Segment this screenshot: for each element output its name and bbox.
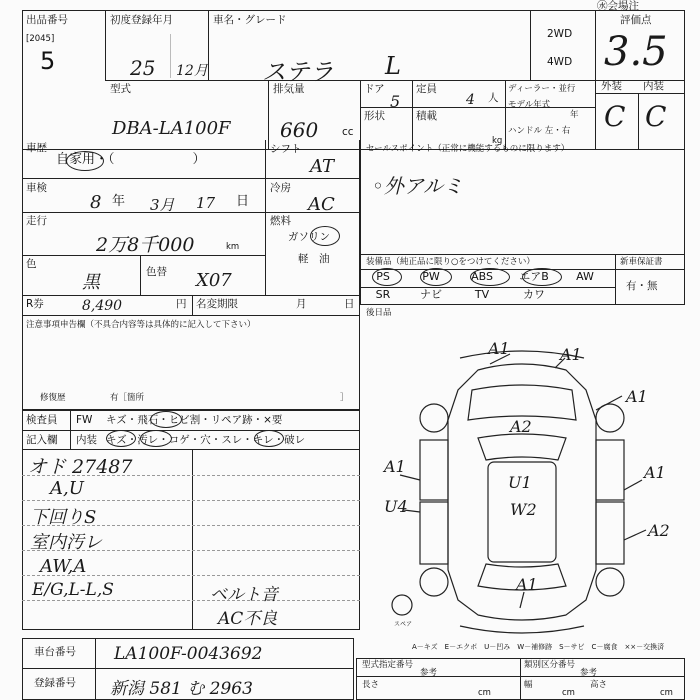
mark-roof-1: U1 (508, 473, 532, 492)
color-change-label: 色替 (146, 266, 167, 278)
rear-bumper (460, 626, 584, 633)
car-left-front-door (420, 440, 448, 500)
fw-chip-circle (150, 411, 182, 428)
height-label: 高さ (590, 680, 608, 690)
equipment-leather: カワ (523, 288, 545, 301)
interior-dirt-circle (140, 430, 172, 447)
load-label: 積載 (416, 110, 437, 122)
car-right-rear-door (596, 502, 624, 564)
mileage-unit: km (226, 242, 240, 252)
equipment-airbag: エアB (519, 270, 549, 283)
equipment-aw: AW (576, 270, 594, 283)
ref-label-1: 参考 (420, 668, 438, 678)
height-unit: cm (660, 688, 673, 698)
displacement-value: 660 (280, 118, 319, 142)
score-value: 3.5 (604, 29, 668, 75)
color-code: X07 (196, 270, 232, 291)
recycle-unit: 円 (176, 298, 187, 310)
equipment-ps: PS (376, 270, 390, 283)
car-windshield (478, 434, 566, 460)
selling-points-value: ◦外アルミ (372, 174, 463, 198)
first-reg-label: 初度登録年月 (110, 14, 173, 26)
equipment-airbag-circle (522, 268, 562, 286)
equipment-abs-circle (470, 268, 510, 286)
car-name-label: 車名・グレード (213, 14, 287, 26)
displacement-label: 排気量 (273, 83, 305, 95)
equipment-tv: TV (474, 288, 490, 301)
size-label-1: 型式指定番号 (362, 660, 414, 670)
width-label: 幅 (524, 680, 533, 690)
handle-label: ハンドル 左・右 (508, 126, 571, 136)
history-value: 自家用・（ ） (56, 152, 206, 167)
repair-value: 有［箇所 (110, 393, 145, 403)
inspection-month: 3月 (150, 196, 175, 214)
lot-number: 5 (40, 47, 56, 75)
fuel-label: 燃料 (270, 215, 291, 227)
name-change-month: 月 (296, 298, 307, 310)
type-value: DBA-LA100F (112, 118, 231, 139)
chassis-label: 車台番号 (34, 646, 76, 658)
selling-points-label: セールスポイント（正常に機能するものに限ります） (366, 144, 570, 154)
equipment-pw-circle (420, 268, 452, 286)
interior-scratch-circle (106, 430, 136, 447)
equipment-pw: PW (422, 270, 440, 283)
note-odo: オド 27487 (28, 456, 133, 478)
mark-right-rear-door: A2 (648, 521, 670, 540)
top-right-note: ㊌会場注 (597, 0, 639, 12)
note-ac-defect: AC不良 (218, 609, 278, 629)
car-hood (468, 385, 576, 420)
inspector-label: 検査員 (26, 414, 58, 426)
recycle-label: R券 (26, 298, 44, 310)
mark-left-front: A1 (384, 457, 406, 476)
repair-close: ］ (340, 393, 349, 403)
fw-label: FW (76, 414, 93, 426)
interior-wear-circle (254, 430, 284, 447)
interior-defect-label: 内装 (76, 434, 97, 446)
shape-label: 形状 (364, 110, 385, 122)
inspection-year-unit: 年 (112, 194, 126, 209)
year-unit: 年 (570, 110, 579, 120)
ac-label: 冷房 (270, 182, 291, 194)
capacity-unit: 人 (488, 92, 499, 104)
lot-sub: [2045] (26, 34, 55, 44)
diagram-legend: A－キズ E－エクボ U－凹み W－補修跡 S－サビ C－腐食 ××－交換済 (412, 643, 665, 651)
caution-label: 注意事項申告欄（不具合内容等は具体的に記入して下さい） (26, 320, 256, 330)
mark-front-left: A1 (488, 339, 510, 358)
model-year-label: モデル年式 (508, 100, 551, 110)
mileage-label: 走行 (26, 215, 47, 227)
entry-label: 記入欄 (26, 434, 58, 446)
dealer-label: ディーラー・並行 (508, 84, 576, 94)
length-unit: cm (478, 688, 491, 698)
fw-items: キズ・飛石・ヒビ割・リペア跡・×要 (106, 414, 283, 426)
score-label: 評価点 (620, 14, 652, 26)
interior-label: 内装 (643, 80, 664, 92)
rear-seat-label: 後日品 (366, 308, 392, 318)
spare-tire (392, 595, 412, 615)
name-change-label: 名変期限 (196, 298, 238, 310)
note-underbody: 下回りS (30, 507, 97, 528)
color-value: 黒 (82, 272, 100, 293)
shift-label: シフト (270, 143, 302, 155)
warranty-label: 新車保証書 (620, 257, 663, 267)
mileage-value: 2万8千000 (96, 234, 195, 256)
wheel-rear-right (596, 568, 624, 596)
note-au: A,U (50, 478, 84, 499)
mark-hood: A2 (510, 417, 532, 436)
car-damage-diagram (360, 330, 685, 645)
first-reg-year: 25 (130, 56, 156, 80)
history-label: 車歴 (26, 142, 47, 154)
note-belt-noise: ベルト音 (210, 585, 278, 605)
size-label-2: 類別区分番号 (524, 660, 576, 670)
door-label: ドア (364, 83, 385, 95)
equipment-abs: ABS (471, 270, 493, 283)
mark-front-right: A1 (560, 345, 582, 364)
mark-roof-2: W2 (510, 500, 537, 519)
history-circle-mark (66, 151, 104, 171)
displacement-unit: cc (342, 126, 354, 138)
exterior-label: 外装 (601, 80, 622, 92)
fuel-light-oil: 軽 油 (298, 253, 330, 265)
note-engine: E/G,L-L,S (32, 580, 114, 600)
ac-value: AC (308, 194, 335, 215)
fuel-gasoline: ガソリン (288, 231, 330, 243)
type-label: 型式 (110, 83, 131, 95)
lot-label: 出品番号 (26, 14, 68, 26)
chassis-value: LA100F-0043692 (114, 644, 263, 664)
reg-label: 登録番号 (34, 677, 76, 689)
name-change-day: 日 (344, 298, 355, 310)
recycle-value: 8,490 (82, 298, 123, 314)
door-value: 5 (390, 92, 401, 111)
reg-value: 新潟 581 む 2963 (110, 679, 253, 699)
drive-2wd: 2WD (547, 28, 573, 40)
ref-label-2: 参考 (580, 668, 598, 678)
inspection-day: 17 (196, 194, 216, 212)
interior-grade: C (645, 100, 667, 133)
mark-left-door: U4 (384, 497, 408, 516)
width-unit: cm (562, 688, 575, 698)
inspection-day-unit: 日 (236, 194, 250, 209)
shift-value: AT (310, 156, 335, 177)
car-right-front-door (596, 440, 624, 500)
mark-rear: A1 (516, 575, 538, 594)
inspection-year: 8 (90, 192, 102, 213)
equipment-sr: SR (375, 288, 391, 301)
capacity-value: 4 (466, 92, 475, 108)
equipment-navi: ナビ (420, 288, 442, 301)
equipment-row-2 (360, 289, 615, 301)
load-unit: kg (492, 136, 503, 146)
interior-defect-items: キズ・汚レ・コゲ・穴・スレ・キレ・破レ (106, 434, 306, 446)
color-label: 色 (26, 258, 37, 270)
repair-label: 修復歴 (40, 393, 66, 403)
history-frame (22, 140, 360, 410)
car-grade: L (385, 52, 401, 80)
wheel-rear-left (420, 568, 448, 596)
wheel-front-left (420, 404, 448, 432)
note-interior-dirty: 室内汚レ (30, 532, 102, 553)
car-left-rear-door (420, 502, 448, 564)
fuel-circle-mark (310, 226, 340, 246)
spare-label: スペア (394, 621, 413, 628)
length-label: 長さ (362, 680, 380, 690)
warranty-value: 有・無 (626, 280, 658, 292)
inspection-label: 車検 (26, 182, 47, 194)
equipment-ps-circle (372, 268, 402, 286)
mark-right-front-door: A1 (644, 463, 666, 482)
note-aw: AW,A (40, 556, 87, 577)
first-reg-month: 12月 (176, 63, 208, 79)
mark-right-fender: A1 (626, 387, 648, 406)
equipment-label: 装備品（純正品に限り○をつけてください） (366, 257, 535, 267)
car-name: ステラ (262, 58, 334, 86)
drive-4wd: 4WD (547, 56, 573, 68)
capacity-label: 定員 (416, 83, 437, 95)
exterior-grade: C (604, 100, 626, 133)
